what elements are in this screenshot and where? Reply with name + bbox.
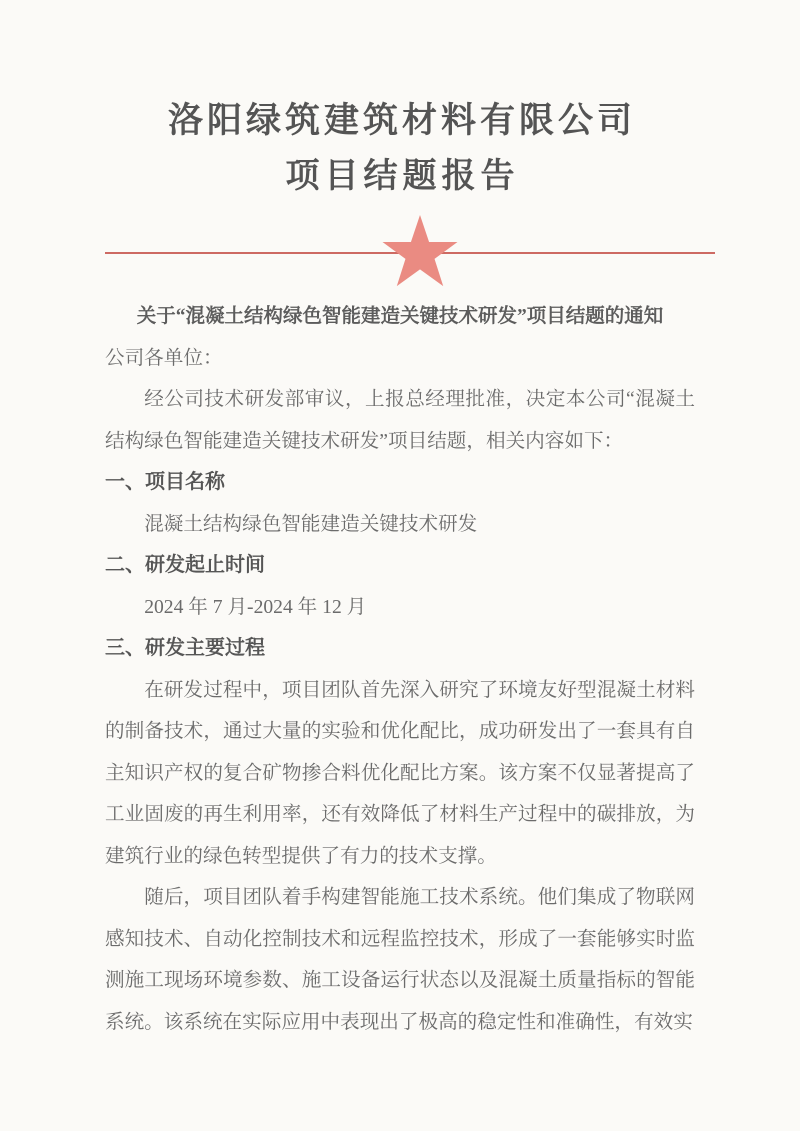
section-3-heading: 三、研发主要过程 xyxy=(105,637,265,659)
title-block xyxy=(0,102,800,195)
section-2-heading: 二、研发起止时间 xyxy=(105,554,265,576)
section-1-content: 混凝土结构绿色智能建造关键技术研发 xyxy=(144,513,478,535)
notice-body xyxy=(105,296,695,1043)
company-title: 洛阳绿筑建筑材料有限公司 xyxy=(167,101,636,140)
star-icon xyxy=(381,215,459,288)
section-1-heading: 一、项目名称 xyxy=(105,471,225,493)
section-2-content: 2024 年 7 月-2024 年 12 月 xyxy=(144,596,367,618)
section-3-paragraph-2: 随后，项目团队着手构建智能施工技术系统。他们集成了物联网感知技术、自动化控制技术和远程监控技术，形成了一套能够实时监测施工现场环境参数、施工设备运行状态以及混凝土质量指标的智能系统。该系统在实际应用中表现出了极高的稳定性和准确性，有效实 xyxy=(105,887,695,1033)
intro-paragraph: 经公司技术研发部审议，上报总经理批准，决定本公司“混凝土结构绿色智能建造关键技术研发”项目结题，相关内容如下： xyxy=(105,389,695,452)
report-title: 项目结题报告 xyxy=(285,157,520,195)
salutation: 公司各单位： xyxy=(105,347,223,369)
section-3-paragraph-1: 在研发过程中，项目团队首先深入研究了环境友好型混凝土材料的制备技术，通过大量的实验和优化配比，成功研发出了一套具有自主知识产权的复合矿物掺合料优化配比方案。该方案不仅显著提高了工业固废的再生利用率，还有效降低了材料生产过程中的碳排放，为建筑行业的绿色转型提供了有力的技术支撑。 xyxy=(105,679,695,867)
notice-title: 关于“混凝土结构绿色智能建造关键技术研发”项目结题的通知 xyxy=(136,306,664,327)
